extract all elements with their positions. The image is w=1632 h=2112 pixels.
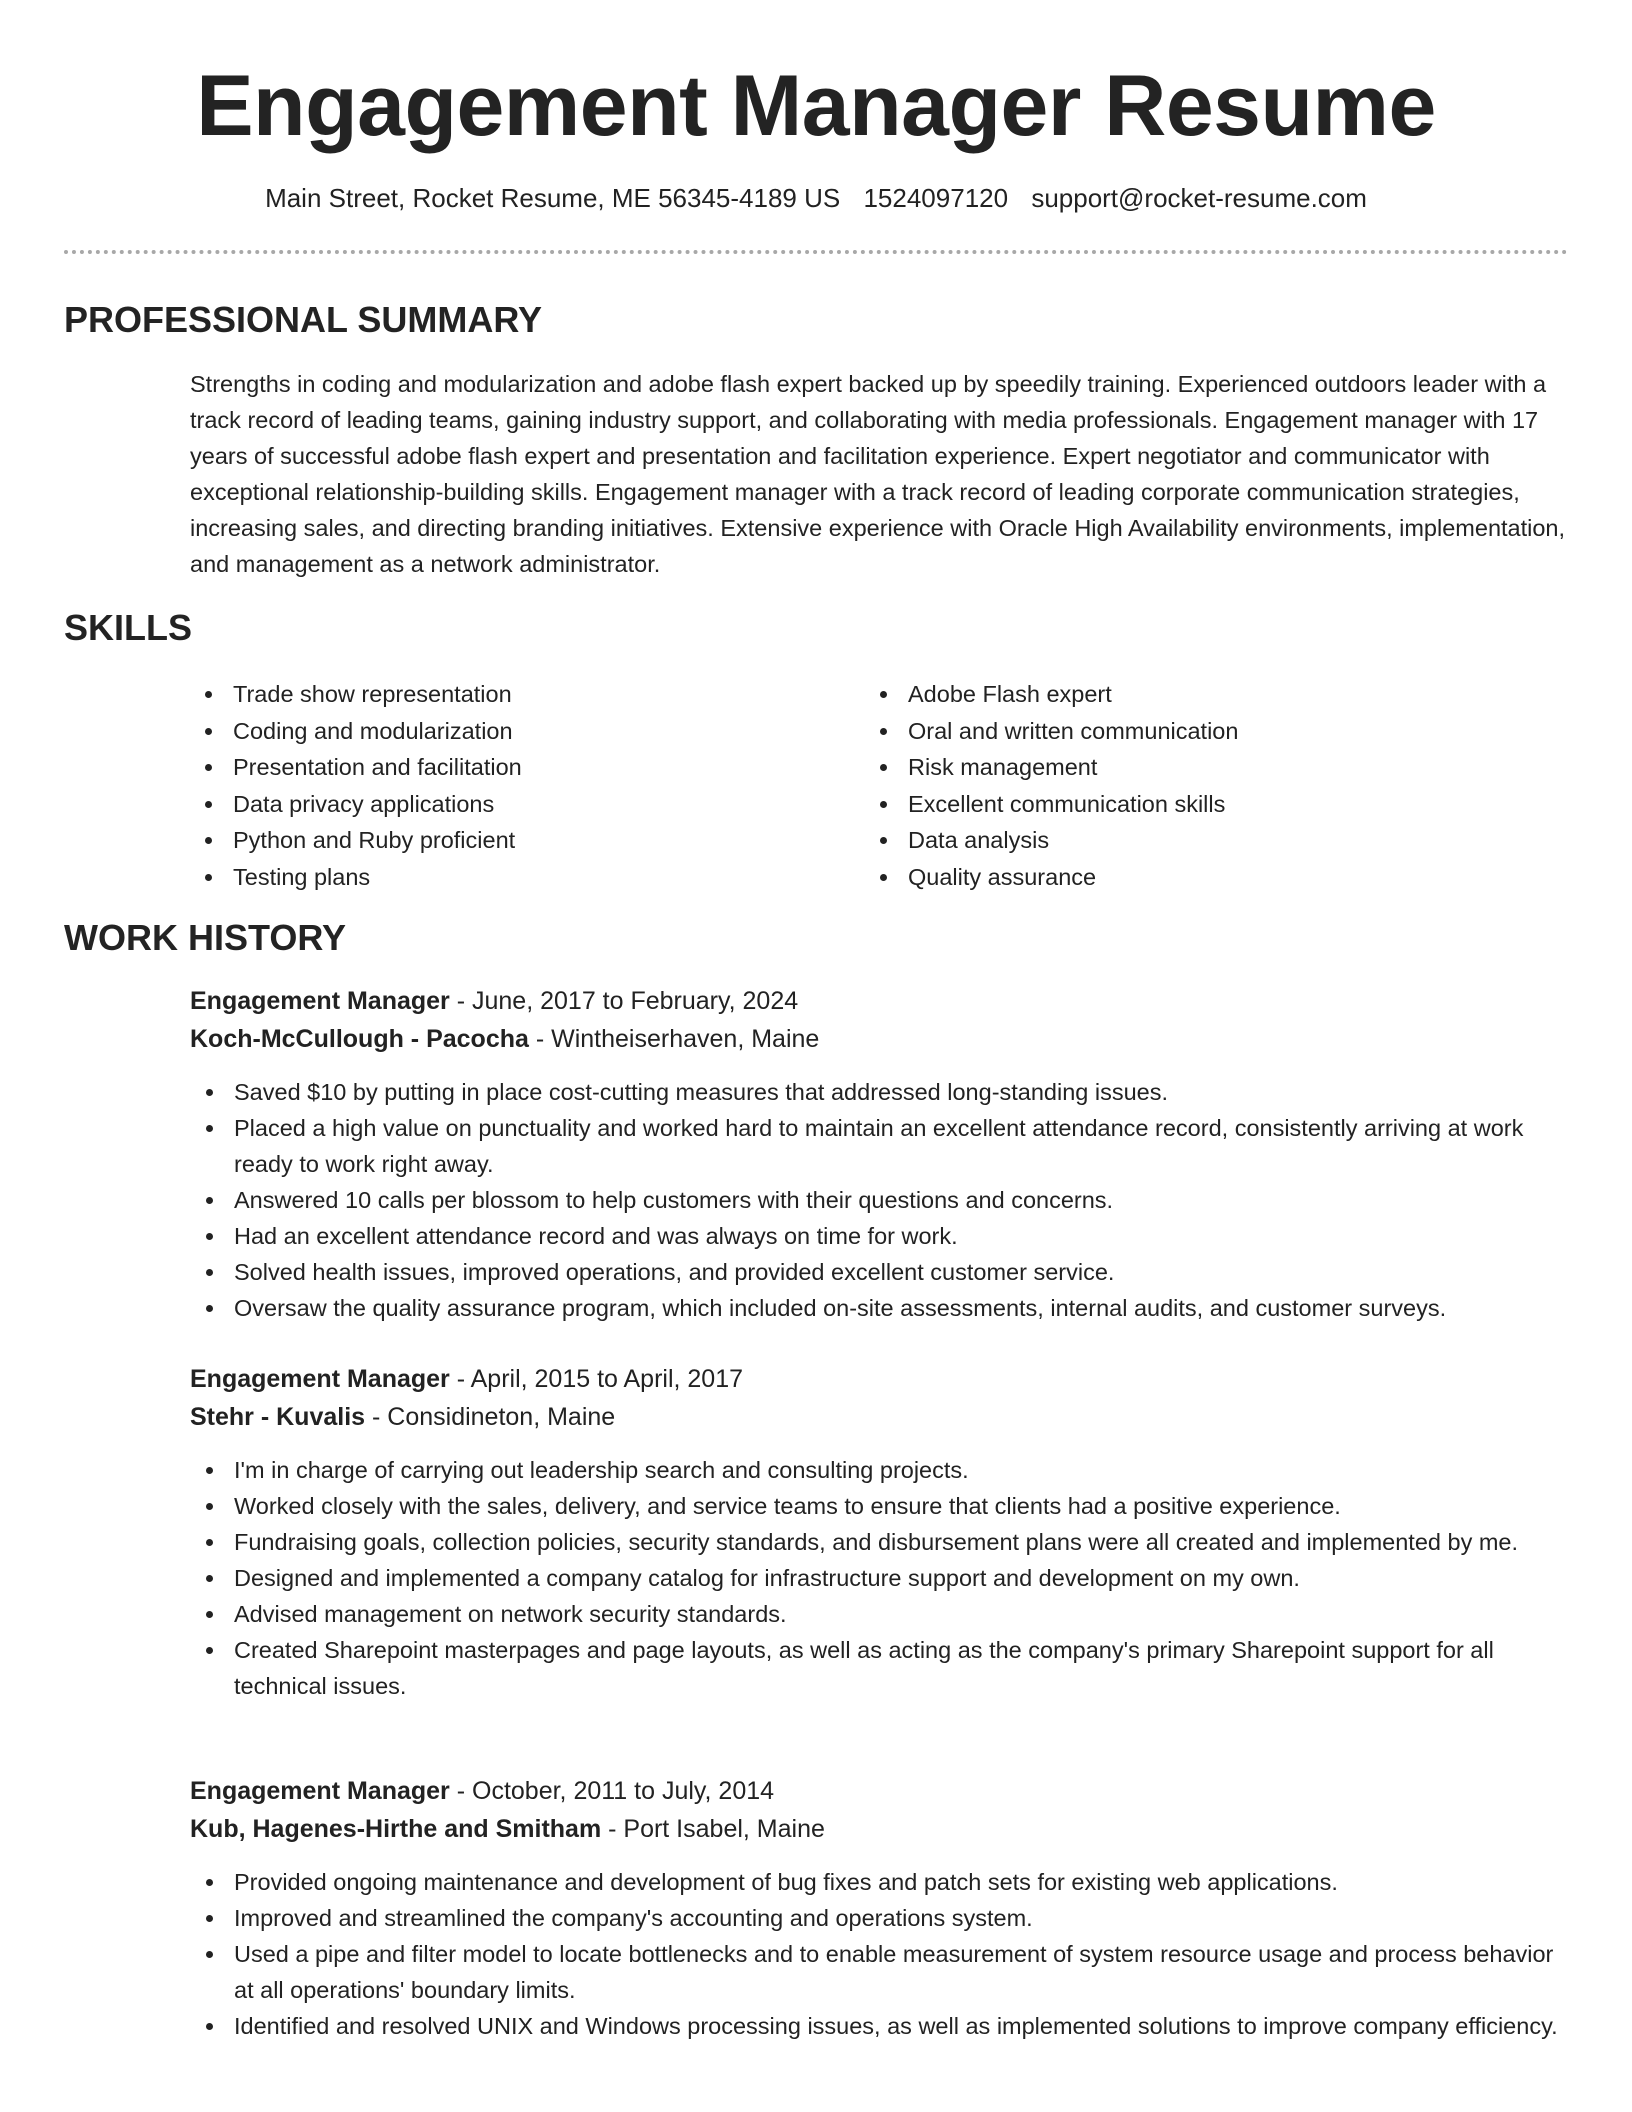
job-title: Engagement Manager	[190, 1365, 450, 1393]
job-bullet: Answered 10 calls per blossom to help customers with their questions and concerns.	[190, 1182, 1570, 1218]
contact-email: support@rocket-resume.com	[1031, 183, 1367, 213]
skill-item: Coding and modularization	[189, 713, 829, 750]
job-dates: - June, 2017 to February, 2024	[449, 987, 799, 1015]
job-dates: - October, 2011 to July, 2014	[449, 1777, 775, 1805]
contact-address: Main Street, Rocket Resume, ME 56345-4189 US	[265, 183, 841, 213]
summary-text: Strengths in coding and modularization and adobe flash expert backed up by speedily training. Experienced outdoors leader with a track record of leading teams, gaining industry support, and collaborating with media professionals. Engagement manager with 17 years of successful adobe flash expert and presentation and facilitation experience. Expert negotiator and communicator with exceptional relationship-building skills. Engagement manager with a track record of leading corporate communication strategies, increasing sales, and directing branding initiatives. Extensive experience with Oracle High Availability environments, implementation, and management as a network administrator.	[190, 371, 1566, 577]
job-company-line	[190, 1020, 819, 1058]
job-bullet: Solved health issues, improved operations, and provided excellent customer service.	[190, 1254, 1570, 1290]
job-bullet: Advised management on network security standards.	[190, 1596, 1570, 1632]
job-bullet: Identified and resolved UNIX and Windows processing issues, as well as implemented solutions to improve company efficiency.	[190, 2008, 1570, 2044]
job-bullet: Used a pipe and filter model to locate bottlenecks and to enable measurement of system resource usage and process behavior at all operations' boundary limits.	[190, 1936, 1570, 2008]
job-bullet: Placed a high value on punctuality and worked hard to maintain an excellent attendance record, consistently arriving at work ready to work right away.	[190, 1110, 1570, 1182]
header-divider	[64, 250, 1568, 254]
skill-item: Data privacy applications	[189, 786, 829, 823]
job-bullet: Had an excellent attendance record and was always on time for work.	[190, 1218, 1570, 1254]
skill-item: Risk management	[864, 749, 1544, 786]
job-title: Engagement Manager	[190, 987, 450, 1015]
job-location: - Considineton, Maine	[365, 1403, 616, 1431]
job-title-line	[190, 982, 798, 1020]
contact-phone: 1524097120	[863, 183, 1009, 213]
job-bullet: Oversaw the quality assurance program, which included on-site assessments, internal audits, and customer surveys.	[190, 1290, 1570, 1326]
section-title-skills: SKILLS	[64, 607, 193, 648]
job-bullet: Designed and implemented a company catalog for infrastructure support and development on my own.	[190, 1560, 1570, 1596]
job-bullet: Created Sharepoint masterpages and page layouts, as well as acting as the company's primary Sharepoint support for all technical issues.	[190, 1632, 1570, 1704]
job-title-line	[190, 1772, 774, 1810]
section-title-work-history: WORK HISTORY	[64, 917, 347, 958]
job-bullet-list	[190, 1074, 1570, 1326]
job-bullet: Saved $10 by putting in place cost-cutting measures that addressed long-standing issues.	[190, 1074, 1570, 1110]
skill-item: Excellent communication skills	[864, 786, 1544, 823]
skills-list-left	[189, 676, 829, 895]
job-bullet: Improved and streamlined the company's accounting and operations system.	[190, 1900, 1570, 1936]
resume-title: Engagement Manager Resume	[196, 58, 1436, 154]
skill-item: Testing plans	[189, 859, 829, 896]
job-company-line	[190, 1398, 615, 1436]
job-location: - Port Isabel, Maine	[601, 1815, 825, 1843]
job-bullet: Fundraising goals, collection policies, security standards, and disbursement plans were all created and implemented by me.	[190, 1524, 1570, 1560]
skill-item: Trade show representation	[189, 676, 829, 713]
skill-item: Data analysis	[864, 822, 1544, 859]
job-title-line	[190, 1360, 743, 1398]
job-company: Koch-McCullough - Pacocha	[190, 1025, 529, 1053]
job-bullet-list	[190, 1864, 1570, 2044]
skill-item: Adobe Flash expert	[864, 676, 1544, 713]
skill-item: Oral and written communication	[864, 713, 1544, 750]
skill-item: Presentation and facilitation	[189, 749, 829, 786]
job-location: - Wintheiserhaven, Maine	[528, 1025, 820, 1053]
job-bullet: Provided ongoing maintenance and development of bug fixes and patch sets for existing web applications.	[190, 1864, 1570, 1900]
skills-list-right	[864, 676, 1544, 895]
contact-line	[0, 180, 1632, 216]
job-bullet: I'm in charge of carrying out leadership search and consulting projects.	[190, 1452, 1570, 1488]
job-company: Stehr - Kuvalis	[190, 1403, 366, 1431]
job-bullet: Worked closely with the sales, delivery, and service teams to ensure that clients had a positive experience.	[190, 1488, 1570, 1524]
section-title-summary: PROFESSIONAL SUMMARY	[64, 299, 543, 340]
job-bullet-list	[190, 1452, 1570, 1704]
job-company: Kub, Hagenes-Hirthe and Smitham	[190, 1815, 602, 1843]
job-company-line	[190, 1810, 825, 1848]
skill-item: Quality assurance	[864, 859, 1544, 896]
skill-item: Python and Ruby proficient	[189, 822, 829, 859]
job-title: Engagement Manager	[190, 1777, 450, 1805]
job-dates: - April, 2015 to April, 2017	[449, 1365, 744, 1393]
